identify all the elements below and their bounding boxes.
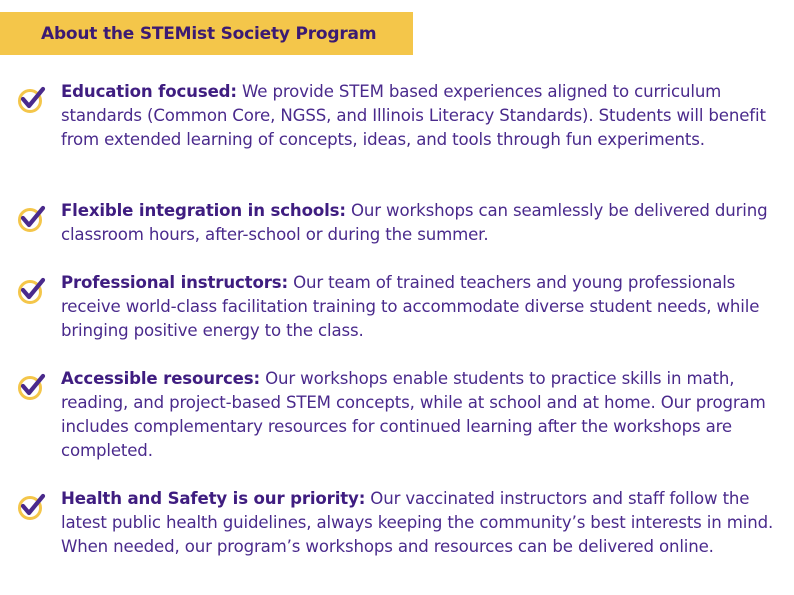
list-item-text [61,271,777,343]
list-item-text [61,367,777,463]
list-item-lead: Accessible resources: [61,369,260,388]
check-circle-icon [17,275,47,305]
check-circle-icon [17,203,47,233]
list-item-lead: Health and Safety is our priority: [61,489,366,508]
list-item-text [61,80,777,152]
check-circle-icon [17,491,47,521]
list-item-body: Our workshops enable students to practice skills in math, reading, and project-based STEM concepts, while at school and at home. Our program includes complementary resources for continued learning after the workshops are completed. [61,369,766,460]
list-item-text [61,199,777,247]
list-item-lead: Professional instructors: [61,273,288,292]
check-circle-icon [17,371,47,401]
list-item-lead: Education focused: [61,82,237,101]
section-header-banner [0,12,413,55]
list-item-body: Our team of trained teachers and young professionals receive world-class facilitation training to accommodate diverse student needs, while bringing positive energy to the class. [61,273,760,340]
list-item-body: Our workshops can seamlessly be delivered during classroom hours, after-school or during the summer. [61,201,768,244]
list-item-body: Our vaccinated instructors and staff follow the latest public health guidelines, always keeping the community’s best interests in mind. When needed, our program’s workshops and resources can be delivered online. [61,489,774,556]
page-title: About the STEMist Society Program [41,23,377,44]
list-item-body: We provide STEM based experiences aligned to curriculum standards (Common Core, NGSS, and Illinois Literacy Standards). Students will benefit from extended learning of concepts, ideas, and tools through fun experiments. [61,82,766,149]
check-circle-icon [17,84,47,114]
list-item-text [61,487,777,559]
list-item-lead: Flexible integration in schools: [61,201,346,220]
